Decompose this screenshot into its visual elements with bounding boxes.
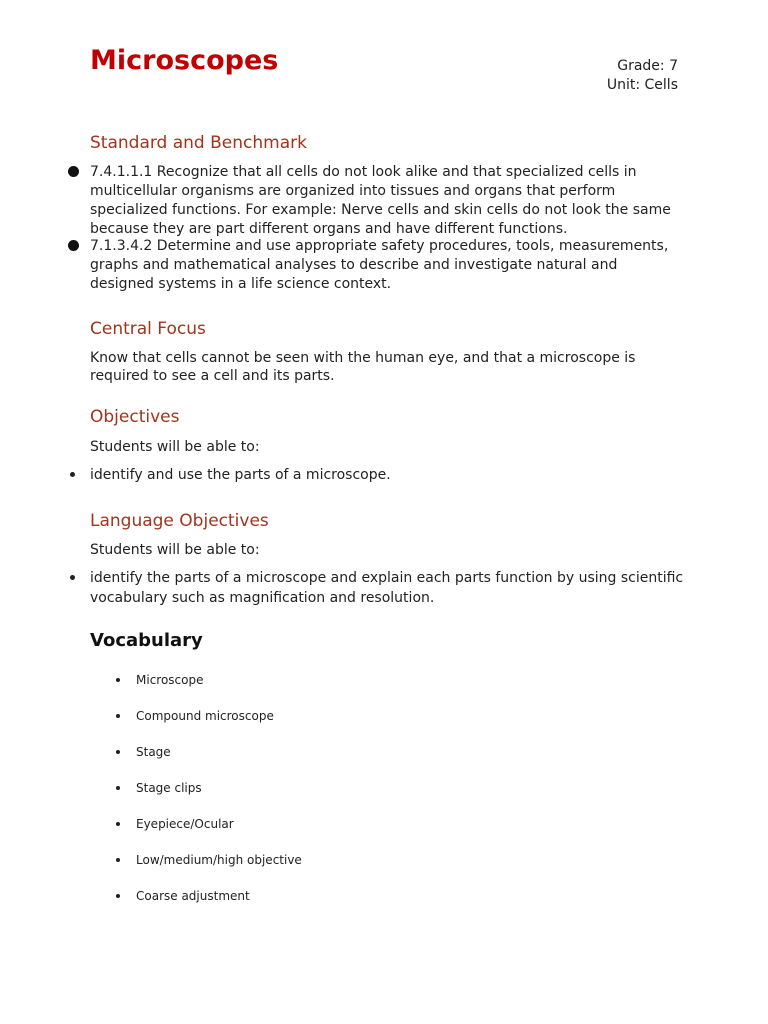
language-objective-item-text: identify the parts of a microscope and explain each parts function by using scientific vocabulary such as magnification and resolution. xyxy=(90,570,684,606)
list-item xyxy=(114,888,302,924)
vocab-item-text: Coarse adjustment xyxy=(136,889,250,903)
vocab-item-text: Microscope xyxy=(136,673,204,687)
central-focus-text: Know that cells cannot be seen with the human eye, and that a microscope is required to see a cell and its parts. xyxy=(90,350,636,384)
vocabulary-list xyxy=(114,672,302,924)
vocab-item-text: Low/medium/high objective xyxy=(136,853,302,867)
list-item xyxy=(114,852,302,888)
bullet-icon xyxy=(68,240,79,251)
list-item xyxy=(114,672,302,708)
list-item xyxy=(68,568,684,608)
standard-list-2 xyxy=(68,237,678,294)
bullet-icon xyxy=(116,714,120,718)
bullet-icon xyxy=(116,678,120,682)
bullet-icon xyxy=(70,472,75,477)
grade-label: Grade: 7 xyxy=(617,58,678,74)
language-objectives-intro: Students will be able to: xyxy=(90,542,260,558)
objectives-list xyxy=(68,465,684,485)
list-item xyxy=(114,816,302,852)
bullet-icon xyxy=(116,894,120,898)
objectives-heading: Objectives xyxy=(90,407,180,427)
language-objectives-list xyxy=(68,568,684,608)
list-item xyxy=(68,237,678,294)
list-item xyxy=(68,465,684,485)
unit-label: Unit: Cells xyxy=(606,77,678,93)
bullet-icon xyxy=(116,786,120,790)
standard-item-text: 7.1.3.4.2 Determine and use appropriate safety procedures, tools, measurements, graphs and mathematical analyses to describe and investigate natural and designed systems in a life science context. xyxy=(90,238,669,292)
bullet-icon xyxy=(116,750,120,754)
standard-list xyxy=(68,163,678,239)
objective-item-text: identify and use the parts of a microscope. xyxy=(90,467,391,483)
bullet-icon xyxy=(116,822,120,826)
lesson-meta xyxy=(607,57,678,95)
bullet-icon xyxy=(70,575,75,580)
vocab-item-text: Stage clips xyxy=(136,781,202,795)
objectives-intro: Students will be able to: xyxy=(90,439,260,455)
list-item xyxy=(114,708,302,744)
bullet-icon xyxy=(116,858,120,862)
vocab-item-text: Compound microscope xyxy=(136,709,274,723)
language-objectives-heading: Language Objectives xyxy=(90,511,269,531)
vocab-item-text: Eyepiece/Ocular xyxy=(136,817,234,831)
list-item xyxy=(114,744,302,780)
standard-item-text: 7.4.1.1.1 Recognize that all cells do not look alike and that specialized cells in multicellular organisms are organized into tissues and organs that perform specialized functions. For example: Nerve cells and skin cells do not look the same because they are part different organs and have different functions. xyxy=(90,164,671,237)
page-title: Microscopes xyxy=(90,45,279,76)
bullet-icon xyxy=(68,166,79,177)
standard-heading: Standard and Benchmark xyxy=(90,133,307,153)
list-item xyxy=(114,780,302,816)
vocabulary-heading: Vocabulary xyxy=(90,630,203,651)
list-item xyxy=(68,163,678,239)
vocab-item-text: Stage xyxy=(136,745,171,759)
central-focus-heading: Central Focus xyxy=(90,319,206,339)
